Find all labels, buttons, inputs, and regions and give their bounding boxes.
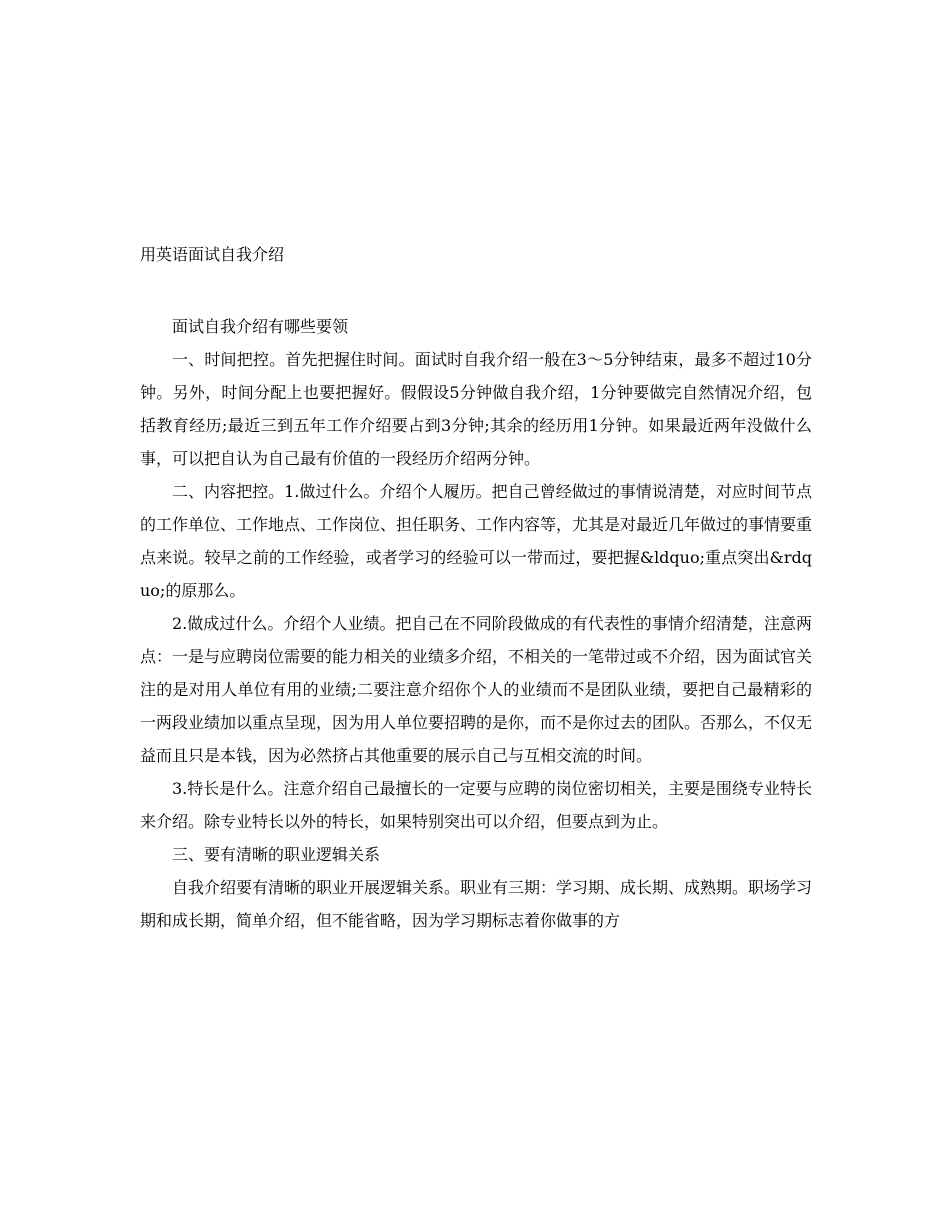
paragraph-career-logic-heading: 三、要有清晰的职业逻辑关系 xyxy=(172,845,381,864)
paragraph-strengths: 3.特长是什么。注意介绍自己最擅长的一定要与应聘的岗位密切相关，主要是围绕专业特长来介绍。除专业特长以外的特长，如果特别突出可以介绍，但要点到为止。 xyxy=(140,779,812,831)
document-title: 用英语面试自我介绍 xyxy=(140,245,285,264)
paragraph-career-logic: 自我介绍要有清晰的职业开展逻辑关系。职业有三期：学习期、成长期、成熟期。职场学习期和成长期，简单介绍，但不能省略，因为学习期标志着你做事的方 xyxy=(140,878,813,930)
paragraph-content-control: 二、内容把控。1.做过什么。介绍个人履历。把自己曾经做过的事情说清楚，对应时间节点的工作单位、工作地点、工作岗位、担任职务、工作内容等，尤其是对最近几年做过的事情要重点来说。较早之前的工作经验，或者学习的经验可以一带而过，要把握&ldquo;重点突出&rdquo;的原那么。 xyxy=(140,482,813,600)
document-body xyxy=(140,310,812,937)
paragraph-time-control: 一、时间把控。首先把握住时间。面试时自我介绍一般在3～5分钟结束，最多不超过10分钟。另外，时间分配上也要把握好。假假设5分钟做自我介绍，1分钟要做完自然情况介绍，包括教育经历;最近三到五年工作介绍要占到3分钟;其余的经历用1分钟。如果最近两年没做什么事，可以把自认为自己最有价值的一段经历介绍两分钟。 xyxy=(140,350,812,468)
paragraph-achievements: 2.做成过什么。介绍个人业绩。把自己在不同阶段做成的有代表性的事情介绍清楚，注意两点：一是与应聘岗位需要的能力相关的业绩多介绍，不相关的一笔带过或不介绍，因为面试官关注的是对用人单位有用的业绩;二要注意介绍你个人的业绩而不是团队业绩，要把自己最精彩的一两段业绩加以重点呈现，因为用人单位要招聘的是你，而不是你过去的团队。否那么，不仅无益而且只是本钱，因为必然挤占其他重要的展示自己与互相交流的时间。 xyxy=(140,614,813,765)
paragraph-subtitle: 面试自我介绍有哪些要领 xyxy=(172,317,349,336)
